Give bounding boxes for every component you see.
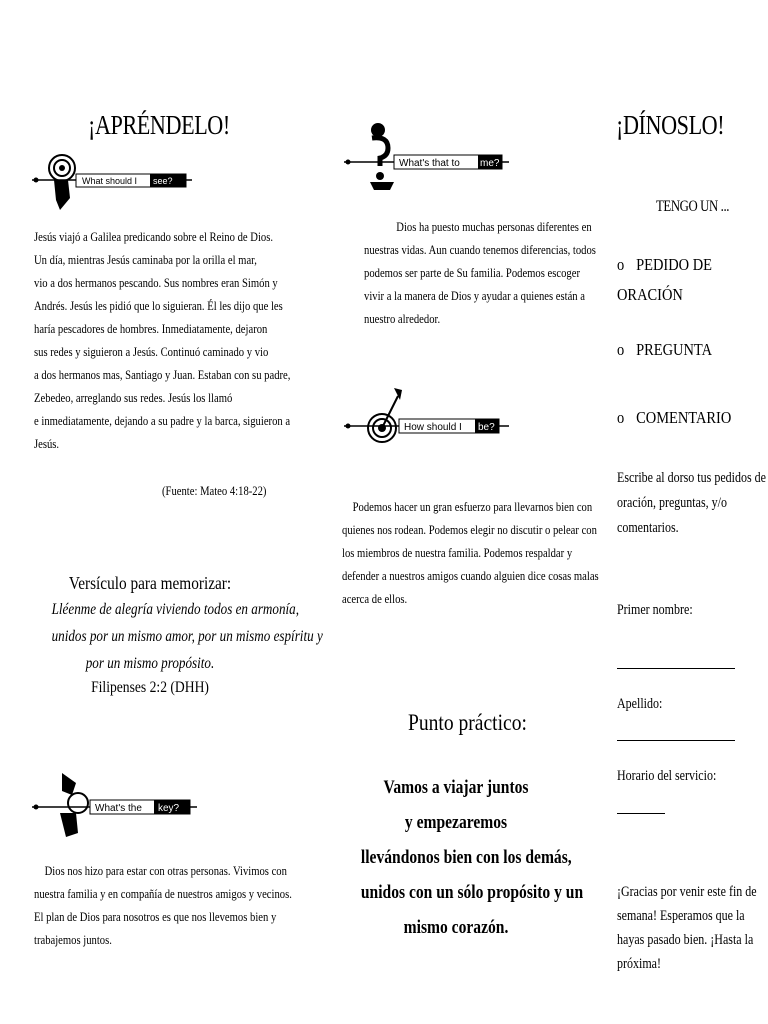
key-line: trabajemos juntos.	[34, 933, 112, 947]
story-line: e inmediatamente, dejando a su padre y la barca, siguieron a	[34, 414, 291, 428]
last-name-label: Apellido:	[617, 696, 663, 712]
para-line: quienes nos rodean. Podemos elegir no discutir o pelear con	[342, 523, 597, 537]
key-banner-text: What's the	[95, 803, 142, 814]
closing-line: ¡Gracias por venir este fin de	[617, 884, 757, 900]
how-should-i-be-text	[342, 496, 599, 611]
para-line: Podemos hacer un gran esfuerzo para llevarnos bien con	[342, 500, 593, 514]
option-label: PREGUNTA	[636, 340, 713, 359]
last-name-field[interactable]	[617, 740, 735, 741]
key-icon	[60, 773, 88, 837]
story-line: haría pescadores de hombres. Inmediatamente, dejaron	[34, 322, 268, 336]
me-banner	[344, 118, 509, 178]
key-line: nuestra familia y en compañía de nuestros amigos y vecinos.	[34, 887, 292, 901]
verse-line: por un mismo propósito.	[85, 655, 215, 672]
verse-heading: Versículo para memorizar:	[68, 573, 232, 593]
checkbox-bullet[interactable]: o	[617, 408, 625, 427]
practical-line: mismo corazón.	[403, 917, 509, 938]
option-comment[interactable]	[617, 408, 731, 428]
closing-line: próxima!	[617, 956, 661, 972]
instructions-line: oración, preguntas, y/o	[617, 495, 727, 511]
key-line: El plan de Dios para nosotros es que nos llevemos bien y	[34, 910, 277, 924]
para-line: nuestro alrededor.	[364, 312, 441, 326]
first-name-label: Primer nombre:	[617, 602, 693, 618]
verse-reference: Filipenses 2:2 (DHH)	[91, 679, 209, 696]
key-text	[34, 860, 292, 952]
story-text	[34, 226, 291, 456]
story-line: Zebedeo, arreglando sus redes. Jesús los llamó	[34, 391, 233, 405]
instructions-line: comentarios.	[617, 520, 679, 536]
practical-line: Vamos a viajar juntos	[383, 777, 529, 798]
closing-line: semana! Esperamos que la	[617, 908, 745, 924]
para-line: Dios ha puesto muchas personas diferentes en	[396, 220, 592, 234]
option-prayer-request[interactable]	[617, 250, 757, 310]
para-line: los miembros de nuestra familia. Podemos respaldar y	[342, 546, 573, 560]
practical-line: unidos con un sólo propósito y un	[360, 882, 584, 903]
source-citation: (Fuente: Mateo 4:18-22)	[162, 484, 267, 498]
para-line: acerca de ellos.	[342, 592, 408, 606]
col1-title: ¡APRÉNDELO!	[88, 110, 230, 140]
practical-heading: Punto práctico:	[408, 710, 527, 735]
key-banner-text-hl: key?	[158, 803, 180, 814]
option-label-cont: ORACIÓN	[617, 285, 683, 304]
me-banner-text: What's that to	[399, 158, 460, 169]
see-banner	[32, 150, 192, 210]
memory-verse	[30, 570, 323, 699]
para-line: podemos ser parte de Su familia. Podemos escoger	[364, 266, 580, 280]
story-line: vio a dos hermanos pescando. Sus nombres eran Simón y	[34, 276, 278, 290]
key-line: Dios nos hizo para estar con otras personas. Vivimos con	[34, 864, 287, 878]
be-banner-text: How should I	[404, 422, 462, 433]
key-banner	[32, 765, 197, 825]
first-name-field[interactable]	[617, 668, 735, 669]
option-label: COMENTARIO	[636, 408, 732, 427]
service-time-field[interactable]	[617, 813, 665, 814]
story-line: Andrés. Jesús les pidió que lo siguieran. Él les dijo que les	[34, 299, 283, 313]
practical-line: llevándonos bien con los demás,	[360, 847, 572, 868]
see-banner-text-hl: see?	[153, 176, 173, 186]
checkbox-bullet[interactable]: o	[617, 340, 625, 359]
para-line: defender a nuestros amigos cuando alguien dice cosas malas	[342, 569, 599, 583]
verse-line: Lléenme de alegría viviendo todos en armonía,	[51, 601, 300, 618]
verse-line: unidos por un mismo amor, por un mismo espíritu y	[51, 628, 323, 645]
closing-message	[617, 880, 757, 976]
be-banner	[344, 378, 509, 438]
story-line: Jesús.	[34, 437, 60, 451]
instructions	[617, 466, 766, 541]
be-banner-text-hl: be?	[478, 422, 495, 433]
me-banner-text-hl: me?	[480, 158, 500, 169]
story-line: a dos hermanos mas, Santiago y Juan. Estaban con su padre,	[34, 368, 291, 382]
service-time-label: Horario del servicio:	[617, 768, 717, 784]
story-line: sus redes y siguieron a Jesús. Continuó caminado y vio	[34, 345, 269, 359]
para-line: vivir a la manera de Dios y ayudar a quienes están a	[364, 289, 585, 303]
story-line: Jesús viajó a Galilea predicando sobre el Reino de Dios.	[34, 230, 273, 244]
practical-line: y empezaremos	[404, 812, 508, 833]
col3-title: ¡DÍNOSLO!	[616, 110, 725, 140]
practical-point	[340, 770, 584, 945]
question-mark-person-icon	[370, 123, 394, 190]
see-banner-text: What should I	[82, 176, 138, 186]
option-question[interactable]	[617, 340, 712, 360]
that-to-me-text	[364, 216, 596, 331]
option-label: PEDIDO DE	[636, 255, 712, 274]
checkbox-bullet[interactable]: o	[617, 255, 625, 274]
story-line: Un día, mientras Jesús caminaba por la orilla el mar,	[34, 253, 257, 267]
para-line: nuestras vidas. Aun cuando tenemos diferencias, todos	[364, 243, 596, 257]
eye-target-icon	[49, 155, 75, 210]
closing-line: hayas pasado bien. ¡Hasta la	[617, 932, 754, 948]
tengo-un-heading: TENGO UN ...	[656, 198, 730, 215]
instructions-line: Escribe al dorso tus pedidos de	[617, 470, 766, 486]
target-arrow-icon	[368, 388, 402, 442]
